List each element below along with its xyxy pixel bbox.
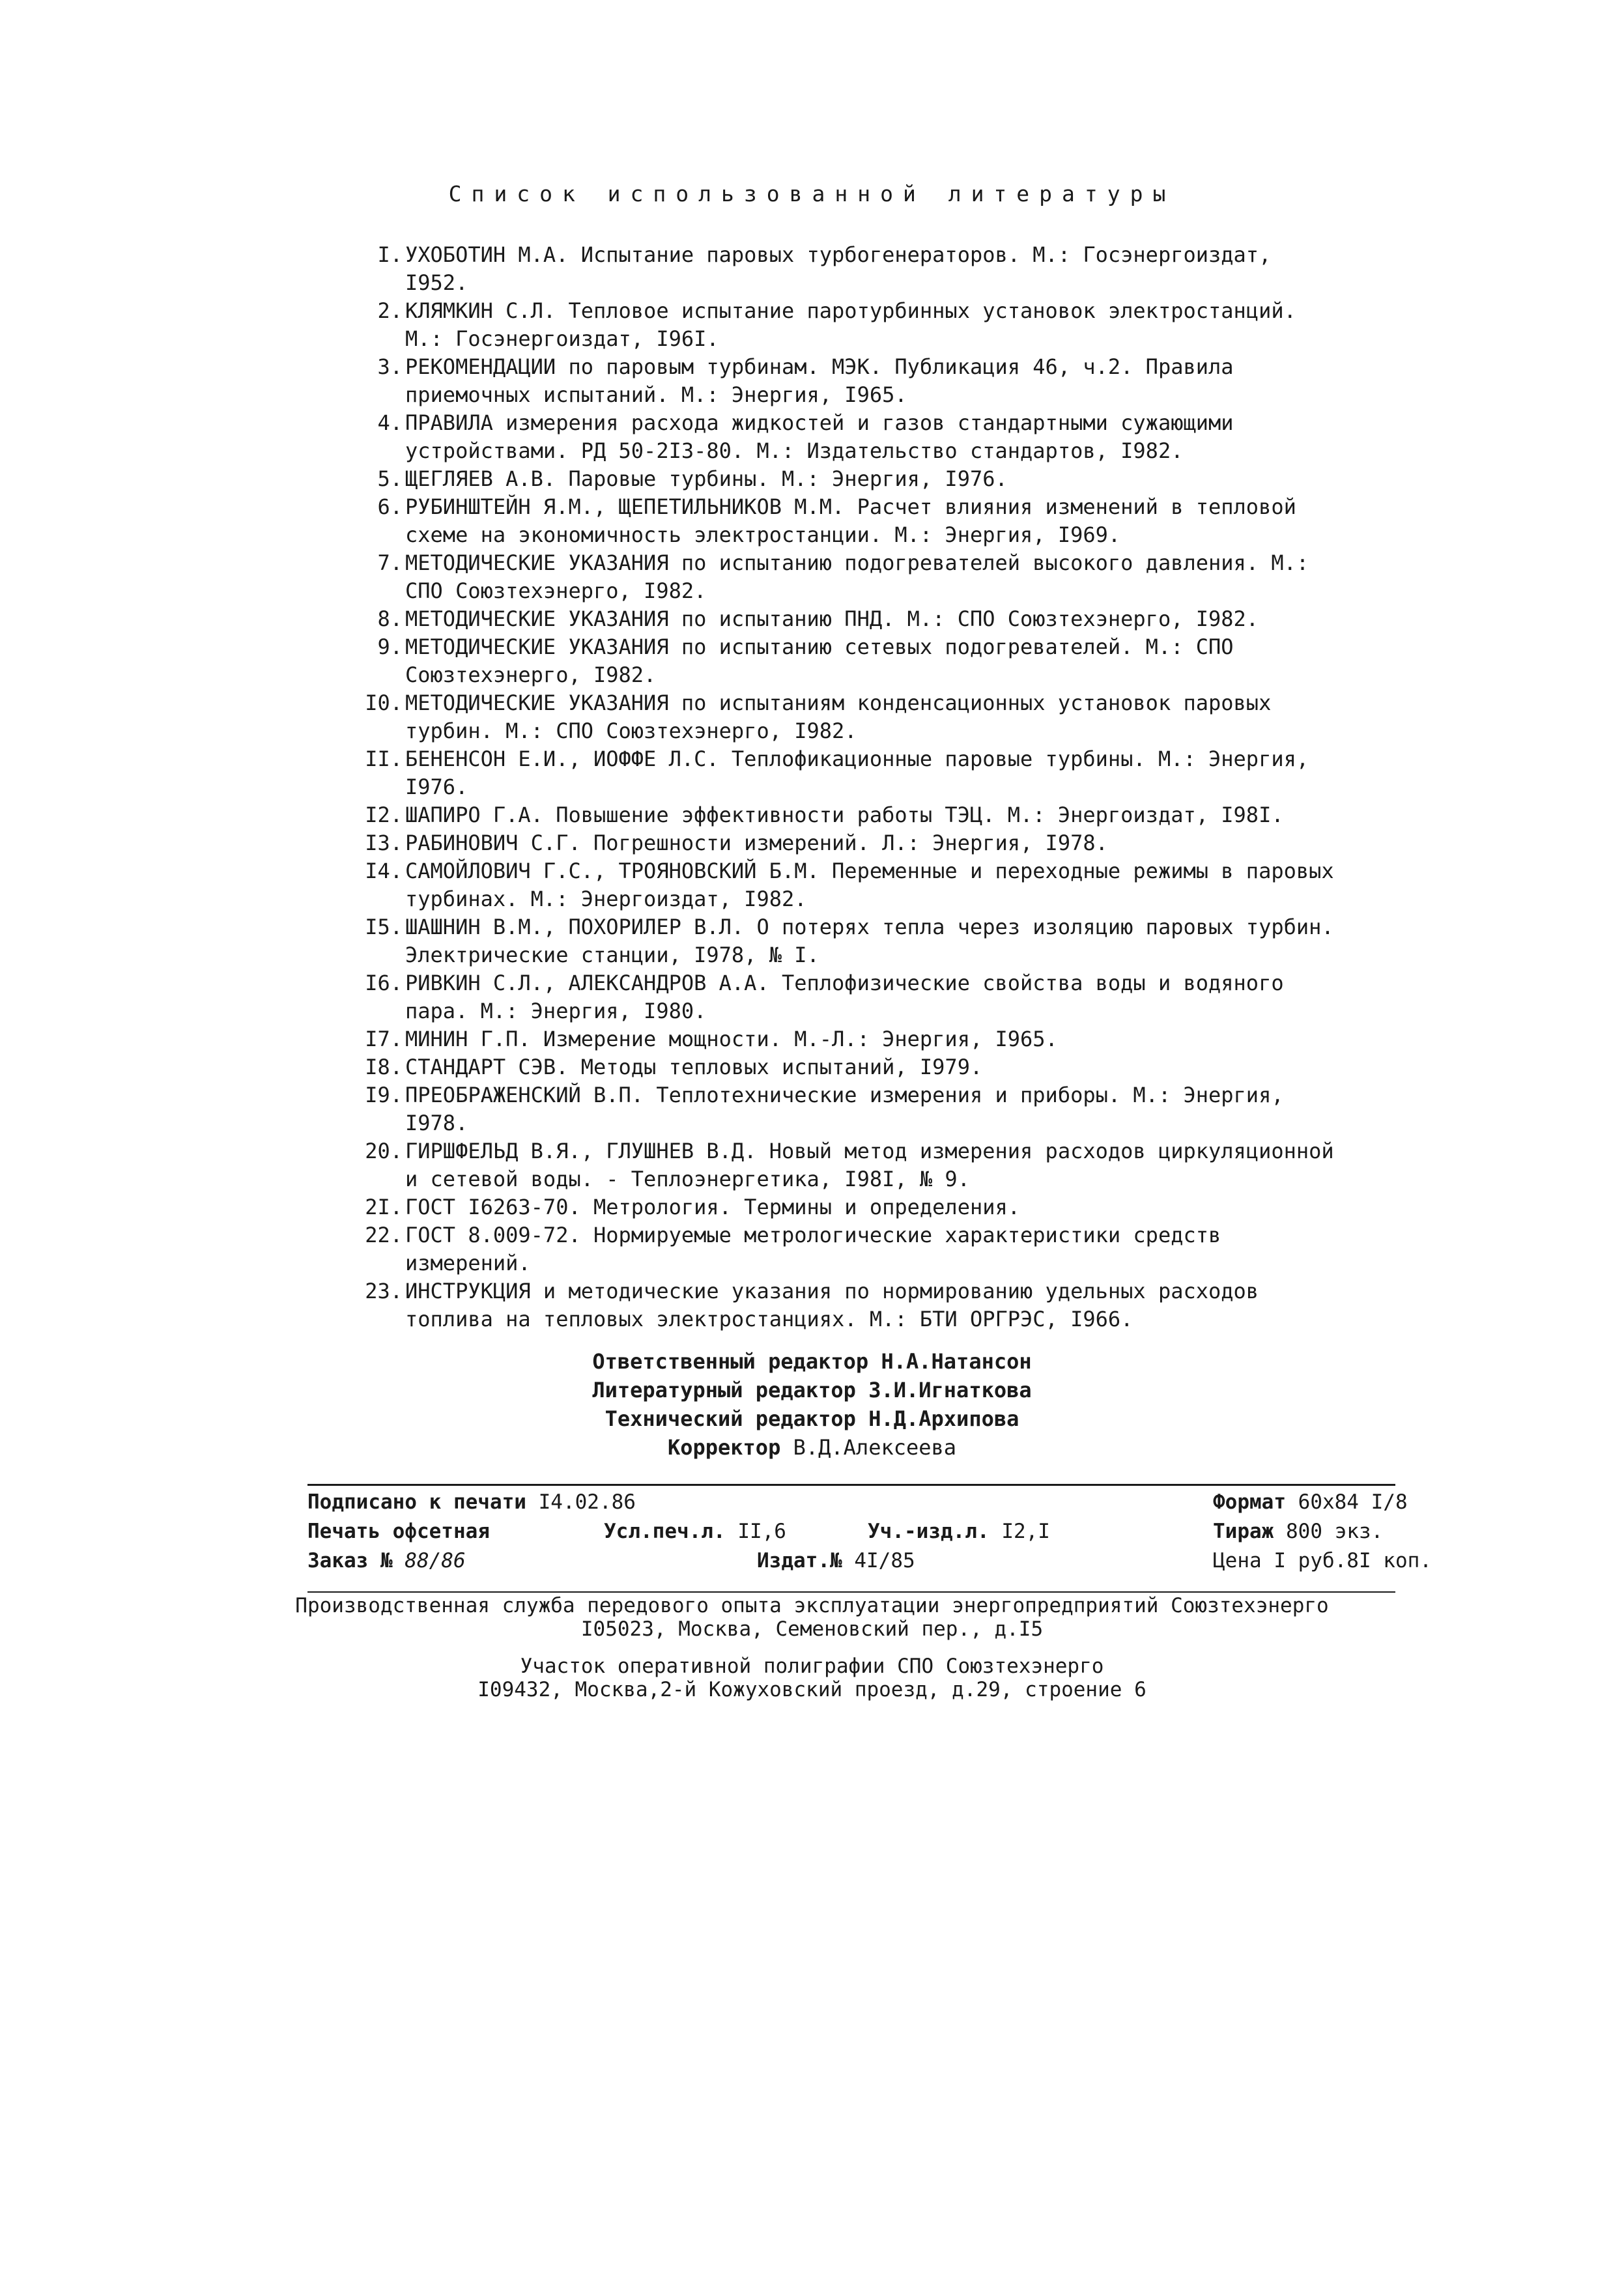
reference-text: ШАПИРО Г.А. Повышение эффективности работы ТЭЦ. М.: Энергоиздат, I98I. [405, 803, 1284, 827]
reference-number: I8. [365, 1055, 403, 1079]
reference-number: II. [365, 746, 403, 771]
technical-editor-label: Технический редактор [605, 1406, 856, 1431]
responsible-editor-line [0, 1347, 1624, 1376]
reference-number: 20. [365, 1139, 403, 1163]
reference-item [352, 1193, 1342, 1221]
imprint-block [307, 1490, 1432, 1578]
izdat-value: 4I/85 [854, 1549, 915, 1572]
reference-number: 9. [377, 634, 403, 659]
reference-item [352, 465, 1342, 493]
reference-number: 22. [365, 1223, 403, 1247]
signed-label: Подписано к печати [307, 1490, 526, 1514]
signed-value: I4.02.86 [538, 1490, 636, 1514]
reference-number: 3. [377, 354, 403, 379]
reference-text: КЛЯМКИН С.Л. Тепловое испытание паротурбинных установок электростанций. М.: Госэнергоиздат, I96I. [405, 298, 1309, 351]
price-label: Цена [1213, 1549, 1262, 1572]
reference-item [352, 969, 1342, 1025]
reference-text: ШАШНИН В.М., ПОХОРИЛЕР В.Л. О потерях тепла через изоляцию паровых турбин. Электрические станции, I978, № I. [405, 915, 1346, 967]
reference-item [352, 1137, 1346, 1193]
reference-text: МЕТОДИЧЕСКИЕ УКАЗАНИЯ по испытанию сетевых подогревателей. М.: СПО Союзтехэнерго, I982. [405, 634, 1246, 687]
reference-text: СТАНДАРТ СЭВ. Методы тепловых испытаний, I979. [405, 1055, 983, 1079]
tirage-label: Тираж [1213, 1520, 1274, 1543]
usl-value: II,6 [737, 1520, 786, 1543]
price-value: I руб.8I коп. [1274, 1549, 1432, 1572]
reference-item [352, 549, 1342, 605]
order-info [307, 1549, 466, 1572]
reference-number: I. [377, 242, 403, 267]
imprint-row-2 [307, 1520, 1395, 1549]
format-label: Формат [1213, 1490, 1286, 1514]
tirage-info [1213, 1520, 1383, 1543]
publisher-block [0, 1594, 1624, 1641]
reference-item [352, 241, 1342, 297]
imprint-row-1 [307, 1490, 1408, 1520]
reference-item [352, 689, 1342, 745]
uch-label: Уч.-изд.л. [868, 1520, 990, 1543]
reference-number: 7. [377, 550, 403, 575]
responsible-editor-label: Ответственный редактор [592, 1349, 869, 1374]
reference-number: I2. [365, 803, 403, 827]
reference-item [352, 801, 1342, 829]
literary-editor-line [0, 1376, 1624, 1404]
technical-editor-name: Н.Д.Архипова [868, 1406, 1019, 1431]
technical-editor-line [0, 1404, 1624, 1433]
printer-address: I09432, Москва,2-й Кожуховский проезд, д.29, строение 6 [477, 1678, 1147, 1701]
tirage-value: 800 экз. [1286, 1520, 1384, 1543]
reference-number: I4. [365, 859, 403, 883]
reference-text: РИВКИН С.Л., АЛЕКСАНДРОВ А.А. Теплофизические свойства воды и водяного пара. М.: Энергия, I980. [405, 971, 1296, 1023]
reference-number: I3. [365, 831, 403, 855]
izdat-label: Издат.№ [757, 1549, 842, 1572]
literary-editor-name: З.И.Игнаткова [868, 1378, 1032, 1402]
reference-number: 8. [377, 606, 403, 631]
reference-text: ПРЕОБРАЖЕНСКИЙ В.П. Теплотехнические измерения и приборы. М.: Энергия, I978. [405, 1083, 1296, 1135]
corrector-label: Корректор [667, 1435, 781, 1460]
imprint-top-rule [307, 1484, 1395, 1486]
reference-number: 5. [377, 466, 403, 491]
reference-text: РЕКОМЕНДАЦИИ по паровым турбинам. МЭК. Публикация 46, ч.2. Правила приемочных испытаний. М.: Энергия, I965. [405, 354, 1246, 407]
publisher-address: I05023, Москва, Семеновский пер., д.I5 [580, 1617, 1044, 1641]
price-info [1213, 1549, 1432, 1572]
format-value: 60х84 I/8 [1298, 1490, 1408, 1514]
reference-text: МИНИН Г.П. Измерение мощности. М.-Л.: Энергия, I965. [405, 1027, 1058, 1051]
imprint-bottom-rule [307, 1591, 1395, 1593]
signed-to-print [307, 1490, 636, 1514]
reference-text: ГИРШФЕЛЬД В.Я., ГЛУШНЕВ В.Д. Новый метод измерения расходов циркуляционной и сетевой воды. - Теплоэнергетика, I98I, № 9. [405, 1139, 1346, 1191]
reference-text: УХОБОТИН М.А. Испытание паровых турбогенераторов. М.: Госэнергоиздат, I952. [405, 242, 1284, 295]
order-label: Заказ № [307, 1549, 393, 1572]
reference-number: 4. [377, 410, 403, 435]
corrector-line [0, 1433, 1624, 1462]
imprint-row-3 [307, 1549, 1432, 1578]
reference-item [352, 605, 1342, 633]
reference-text: САМОЙЛОВИЧ Г.С., ТРОЯНОВСКИЙ Б.М. Переменные и переходные режимы в паровых турбинах. М.: Энергоиздат, I982. [405, 859, 1346, 911]
reference-item [352, 913, 1346, 969]
printer-name: Участок оперативной полиграфии СПО Союзтехэнерго [520, 1655, 1104, 1678]
print-type: Печать офсетная [307, 1520, 490, 1543]
reference-text: БЕНЕНСОН Е.И., ИОФФЕ Л.С. Теплофикационные паровые турбины. М.: Энергия, I976. [405, 746, 1322, 799]
reference-item [352, 633, 1342, 689]
reference-item [352, 829, 1342, 857]
reference-number: I0. [365, 690, 403, 715]
usl-label: Усл.печ.л. [604, 1520, 726, 1543]
reference-number: 2I. [365, 1195, 403, 1219]
reference-text: ИНСТРУКЦИЯ и методические указания по нормированию удельных расходов топлива на тепловых электростанциях. М.: БТИ ОРГРЭС, I966. [405, 1279, 1272, 1331]
reference-item [352, 1221, 1342, 1277]
reference-item [352, 409, 1342, 465]
reference-text: ГОСТ I6263-70. Метрология. Термины и определения. [405, 1195, 1021, 1219]
reference-text: МЕТОДИЧЕСКИЕ УКАЗАНИЯ по испытаниям конденсационных установок паровых турбин. М.: СПО Союзтехэнерго, I982. [405, 690, 1284, 743]
reference-list [352, 241, 1346, 1333]
reference-text: РАБИНОВИЧ С.Г. Погрешности измерений. Л.: Энергия, I978. [405, 831, 1108, 855]
reference-text: МЕТОДИЧЕСКИЕ УКАЗАНИЯ по испытанию подогревателей высокого давления. М.: СПО Союзтехэнерго, I982. [405, 550, 1322, 603]
order-value: 88/86 [405, 1549, 466, 1572]
reference-item [352, 1081, 1342, 1137]
reference-number: 6. [377, 494, 403, 519]
reference-item [352, 1053, 1342, 1081]
reference-number: I5. [365, 915, 403, 939]
reference-number: I9. [365, 1083, 403, 1107]
reference-text: МЕТОДИЧЕСКИЕ УКАЗАНИЯ по испытанию ПНД. М.: СПО Союзтехэнерго, I982. [405, 606, 1259, 631]
uch-info [868, 1520, 1050, 1543]
reference-item [352, 493, 1342, 549]
printer-block [0, 1655, 1624, 1701]
reference-text: ГОСТ 8.009-72. Нормируемые метрологические характеристики средств измерений. [405, 1223, 1234, 1275]
corrector-name: В.Д.Алексеева [793, 1435, 957, 1460]
reference-text: РУБИНШТЕЙН Я.М., ЩЕПЕТИЛЬНИКОВ М.М. Расчет влияния изменений в тепловой схеме на экономичность электростанции. М.: Энергия, I969. [405, 494, 1309, 547]
izdat-info [757, 1549, 915, 1572]
bibliography-title: Список использованной литературы [448, 181, 1176, 206]
reference-item [352, 857, 1346, 913]
publisher-name: Производственная служба передового опыта эксплуатации энергопредприятий Союзтехэнерго [295, 1594, 1329, 1617]
reference-text: ЩЕГЛЯЕВ А.В. Паровые турбины. М.: Энергия, I976. [405, 466, 1008, 491]
reference-text: ПРАВИЛА измерения расхода жидкостей и газов стандартными сужающими устройствами. РД 50-2I3-80. М.: Издательство стандартов, I982. [405, 410, 1246, 463]
editors-block [0, 1347, 1624, 1462]
format-info [1213, 1490, 1408, 1514]
reference-number: I7. [365, 1027, 403, 1051]
reference-item [352, 297, 1342, 353]
uch-value: I2,I [1001, 1520, 1050, 1543]
reference-number: I6. [365, 971, 403, 995]
reference-item [352, 353, 1342, 409]
literary-editor-label: Литературный редактор [592, 1378, 856, 1402]
reference-number: 2. [377, 298, 403, 323]
reference-number: 23. [365, 1279, 403, 1303]
reference-item [352, 1025, 1342, 1053]
reference-item [352, 745, 1342, 801]
usl-info [604, 1520, 786, 1543]
responsible-editor-name: Н.А.Натансон [881, 1349, 1032, 1374]
reference-item [352, 1277, 1342, 1333]
